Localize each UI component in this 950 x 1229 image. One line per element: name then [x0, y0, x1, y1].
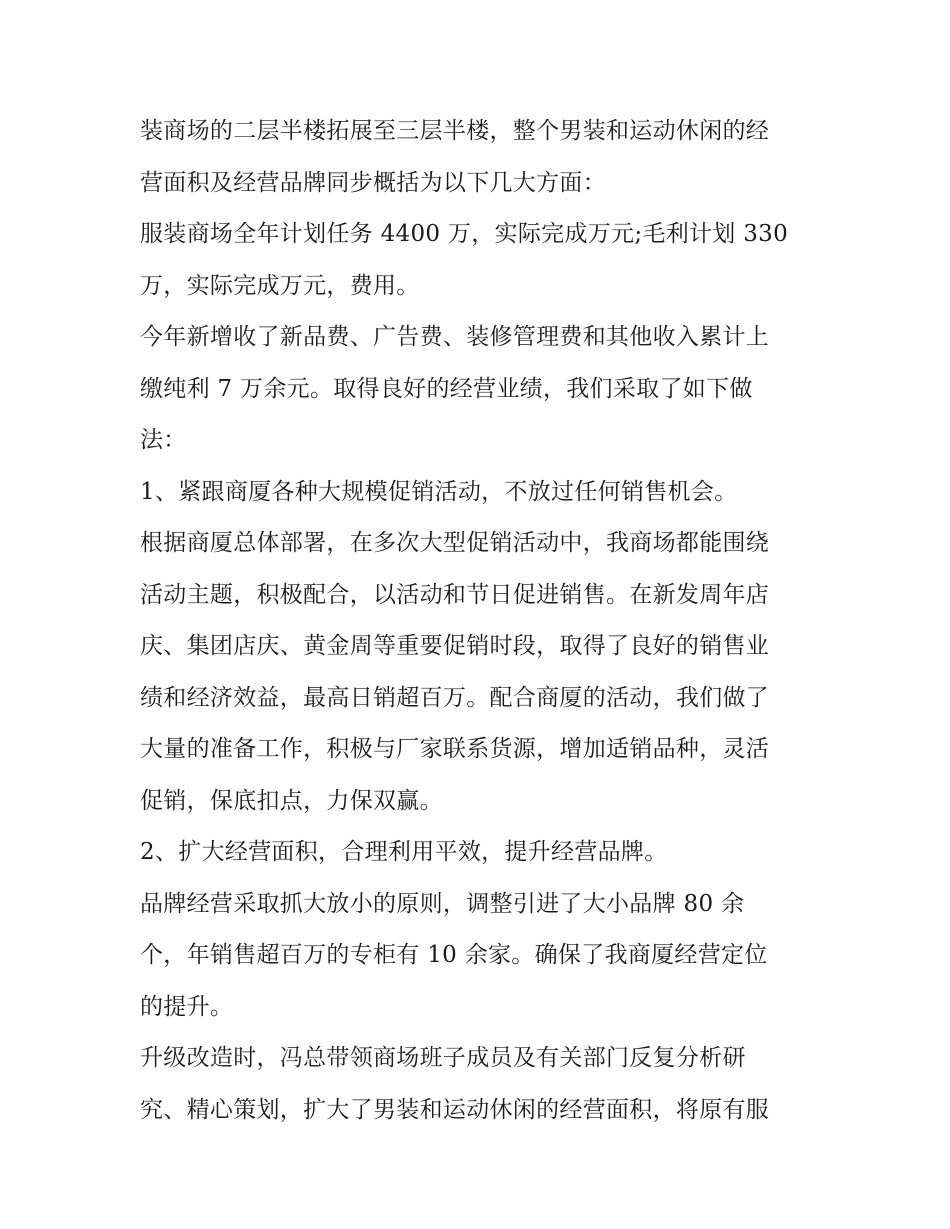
section-heading-1: 1、紧跟商厦各种大规模促销活动，不放过任何销售机会。 [140, 478, 738, 505]
text-line: 服装商场全年计划任务 4400 万，实际完成万元;毛利计划 330 [140, 221, 789, 247]
text-line: 营面积及经营品牌同步概括为以下几大方面： [140, 169, 606, 196]
section-heading-2: 2、扩大经营面积，合理利用平效，提升经营品牌。 [140, 839, 668, 865]
text-line: 万，实际完成万元，费用。 [140, 272, 420, 299]
text-line: 今年新增收了新品费、广告费、装修管理费和其他收入累计上 [140, 324, 770, 350]
text-line: 促销，保底扣点，力保双赢。 [140, 787, 443, 814]
text-line: 法： [140, 427, 187, 453]
text-line: 绩和经济效益，最高日销超百万。配合商厦的活动，我们做了 [140, 684, 770, 711]
text-line: 庆、集团店庆、黄金周等重要促销时段，取得了良好的销售业 [140, 633, 770, 659]
text-line: 根据商厦总体部署，在多次大型促销活动中，我商场都能围绕 [140, 530, 770, 556]
text-line: 缴纯利 7 万余元。取得良好的经营业绩，我们采取了如下做 [140, 375, 753, 402]
text-line: 个，年销售超百万的专柜有 10 余家。确保了我商厦经营定位 [140, 942, 768, 968]
text-line: 大量的准备工作，积极与厂家联系货源，增加适销品种，灵活 [140, 736, 770, 762]
text-line: 活动主题，积极配合，以活动和节日促进销售。在新发周年店 [140, 581, 770, 608]
text-line: 品牌经营采取抓大放小的原则，调整引进了大小品牌 80 余 [140, 890, 745, 917]
text-line: 究、精心策划，扩大了男装和运动休闲的经营面积，将原有服 [140, 1096, 770, 1123]
body-text [140, 106, 820, 1136]
text-line: 升级改造时，冯总带领商场班子成员及有关部门反复分析研 [140, 1045, 746, 1071]
text-line: 的提升。 [140, 993, 234, 1020]
text-line: 装商场的二层半楼拓展至三层半楼，整个男装和运动休闲的经 [140, 118, 770, 144]
